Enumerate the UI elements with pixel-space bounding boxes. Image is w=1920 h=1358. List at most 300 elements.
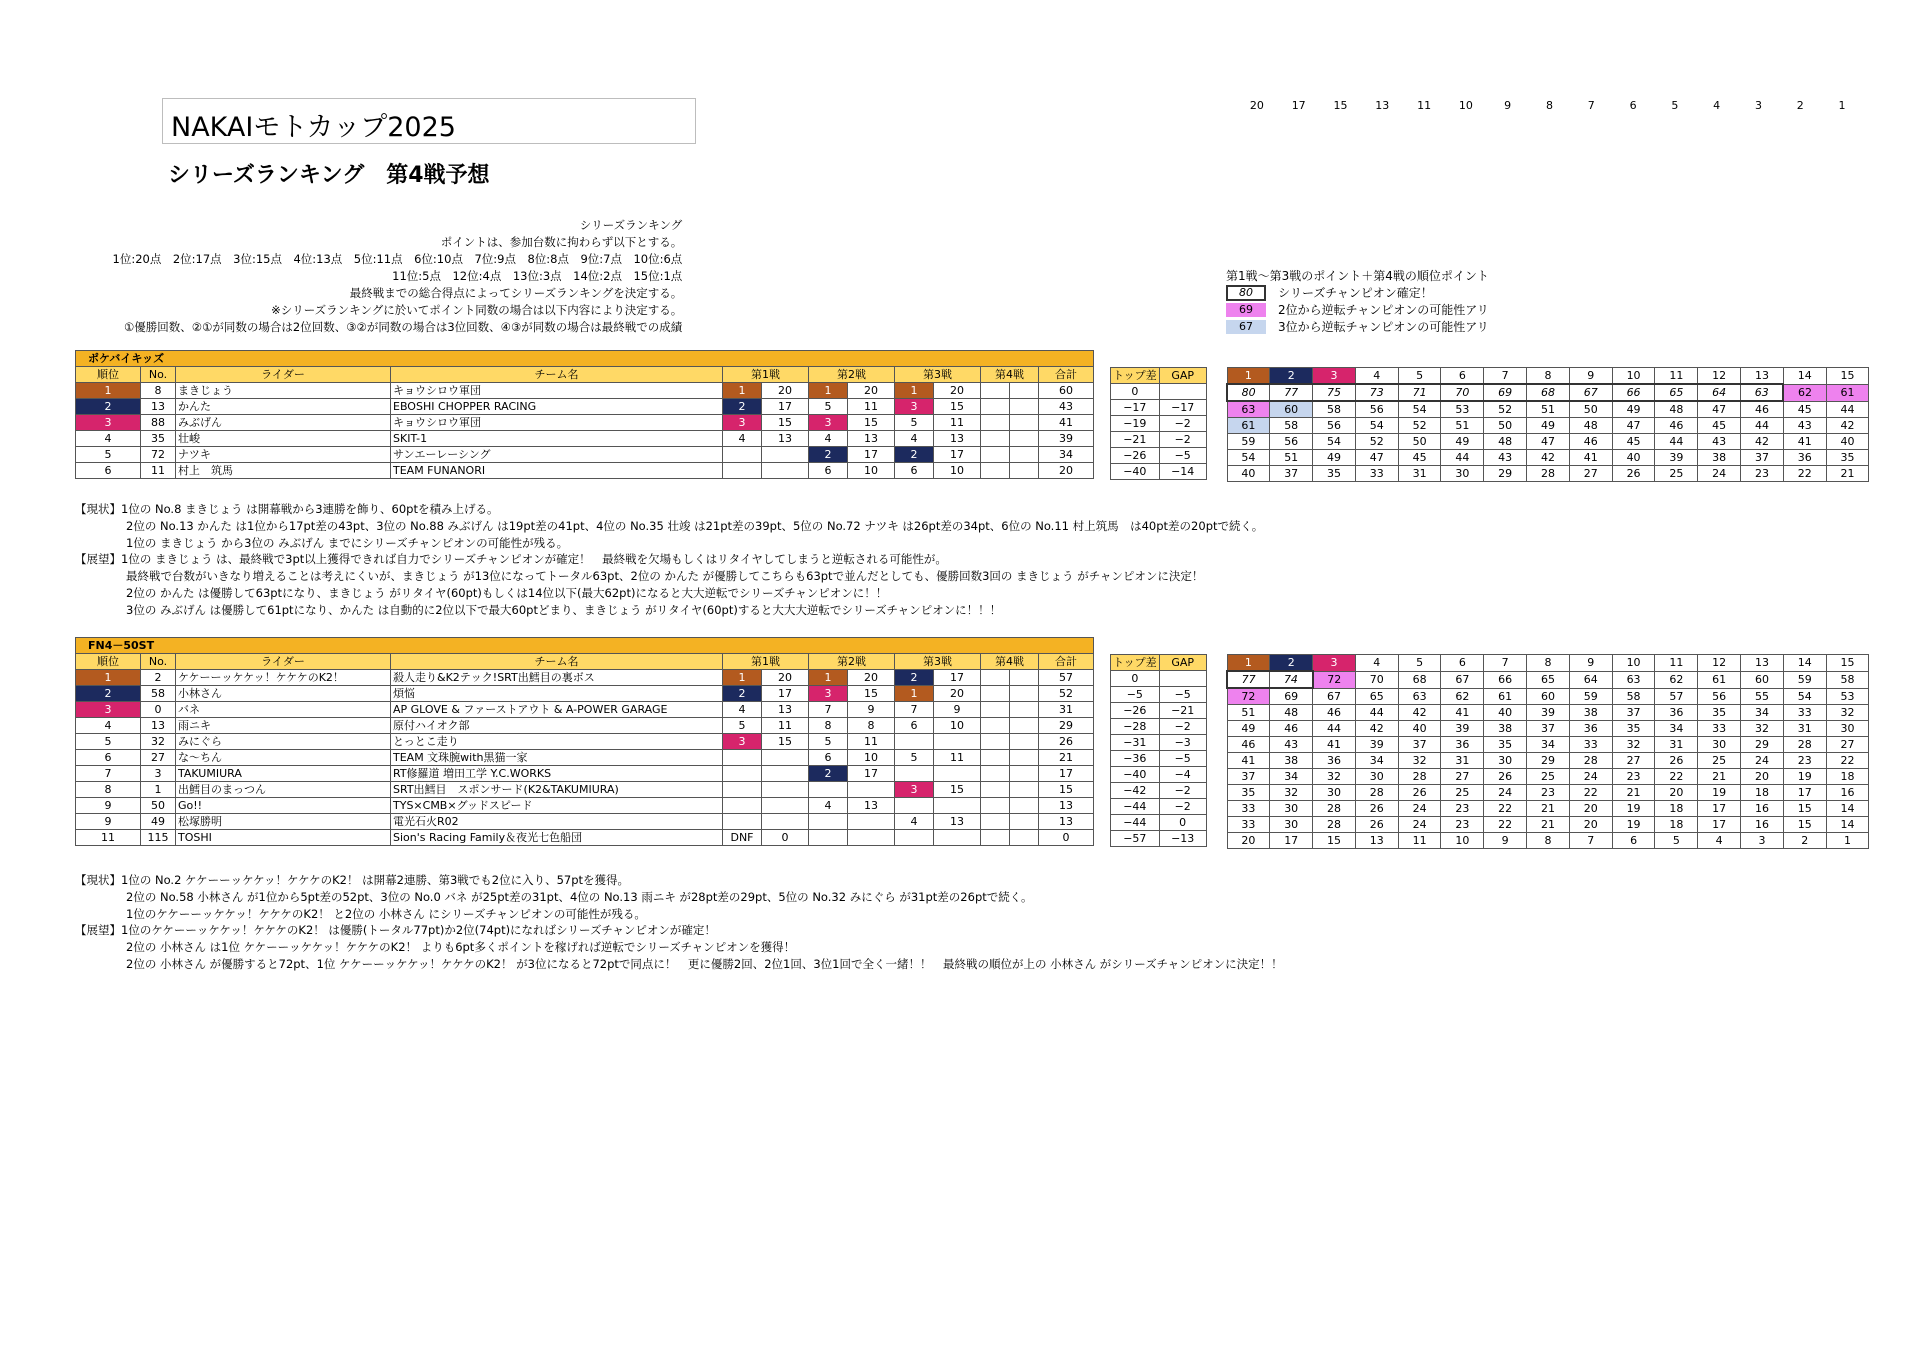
category-name: ポケバイキッズ [76,351,1094,367]
team-cell: SRT出鱈目 スポンサード(K2&TAKUMIURA) [391,782,723,798]
table-row [76,830,1094,846]
rider-cell: 村上 筑馬 [176,463,391,479]
projection-header-cell: 12 [1698,368,1741,385]
projection-cell: 26 [1355,817,1398,833]
r2-position-cell: 1 [809,383,848,399]
projection-header-cell: 12 [1698,655,1741,672]
rider-cell: かんた [176,399,391,415]
projection-cell: 47 [1355,450,1398,466]
projection-cell: 24 [1569,769,1612,785]
r1-points-cell [762,782,809,798]
r1-position-cell: 1 [723,670,762,686]
projection-cell: 36 [1783,450,1826,466]
r1-points-cell: 20 [762,670,809,686]
rider-cell: みにぐら [176,734,391,750]
projection-cell: 23 [1741,466,1784,482]
projection-cell: 52 [1484,401,1527,418]
projection-cell: 55 [1741,688,1784,705]
projection-cell: 39 [1527,705,1570,721]
topgap-cell: −40 [1111,464,1160,480]
points-scale-value: 20 [1249,99,1264,112]
number-cell: 11 [141,463,176,479]
projection-cell: 37 [1527,721,1570,737]
r4-position-cell [981,670,1010,686]
gap-row [1111,767,1207,783]
projection-cell: 54 [1227,450,1270,466]
number-cell: 1 [141,782,176,798]
r4-points-cell [1010,686,1039,702]
r3-points-cell [934,766,981,782]
projection-cell: 20 [1569,801,1612,817]
gap-table-fn4 [1110,654,1207,847]
gap-table [1110,654,1207,847]
total-cell: 34 [1039,447,1094,463]
topgap-cell: −42 [1111,783,1160,799]
team-cell: 原付ハイオク部 [391,718,723,734]
legend-swatch-third: 67 [1226,320,1266,334]
projection-cell: 35 [1227,785,1270,801]
projection-cell: 72 [1313,671,1356,688]
rider-cell: ケケーーッケケッ！ケケケのK2！ [176,670,391,686]
r4-position-cell [981,399,1010,415]
note-line: 最終戦で台数がいきなり増えることは考えにくいが、まきじょう が13位になってトータル63pt、2位の かんた が優勝してこちらも63ptで並んだとしても、優勝回数3回の まきじょう がチャンピオンに決定！ [126,569,1204,584]
points-scale-value: 2 [1796,99,1804,112]
projection-cell: 52 [1398,418,1441,434]
projection-cell: 46 [1569,434,1612,450]
r2-position-cell [809,814,848,830]
projection-cell: 29 [1527,753,1570,769]
projection-cell: 47 [1698,401,1741,418]
r3-position-cell: 1 [895,383,934,399]
projection-cell: 46 [1741,401,1784,418]
r4-position-cell [981,686,1010,702]
note-line: 【現状】1位の No.2 ケケーーッケケッ！ケケケのK2！ は開幕2連勝、第3戦でも2位に入り、57ptを獲得。 [75,873,630,887]
projection-cell: 66 [1484,671,1527,688]
points-scale-value: 11 [1417,99,1432,112]
projection-cell: 39 [1441,721,1484,737]
r2-points-cell: 8 [848,718,895,734]
projection-cell: 45 [1398,450,1441,466]
projection-cell: 32 [1826,705,1869,721]
r2-position-cell: 4 [809,798,848,814]
gap-row [1111,400,1207,416]
note-line: 3位の みぶげん は優勝して61ptになり、かんた は自動的に2位以下で最大60ptどまり、まきじょう がリタイヤ(60pt)すると大大大逆転でシリーズチャンピオンに！！！ [126,602,1002,617]
projection-cell: 68 [1398,671,1441,688]
points-scale-value: 6 [1629,99,1637,112]
projection-cell: 44 [1655,434,1698,450]
gap-cell: −3 [1159,735,1206,751]
projection-cell: 35 [1698,705,1741,721]
note-line: 【展望】1位のケケーーッケケッ！ケケケのK2！ は優勝(トータル77pt)か2位(74pt)になればシリーズチャンピオンが確定！ [75,923,716,938]
topgap-cell: −31 [1111,735,1160,751]
projection-cell: 49 [1612,401,1655,418]
projection-cell: 3 [1741,833,1784,849]
gap-cell: −13 [1159,831,1206,847]
header-topgap: トップ差 [1111,368,1160,384]
r4-position-cell [981,463,1010,479]
projection-cell: 7 [1569,833,1612,849]
projection-cell: 44 [1313,721,1356,737]
projection-cell: 25 [1698,753,1741,769]
projection-cell: 30 [1826,721,1869,737]
team-cell: TYS×CMB×グッドスピード [391,798,723,814]
projection-cell: 28 [1355,785,1398,801]
projection-row [1227,817,1869,833]
projection-cell: 45 [1612,434,1655,450]
r2-points-cell [848,814,895,830]
projection-cell: 53 [1826,688,1869,705]
projection-cell: 50 [1569,401,1612,418]
projection-cell: 19 [1783,769,1826,785]
points-scale-value: 13 [1375,99,1390,112]
projection-cell: 10 [1441,833,1484,849]
projection-cell: 60 [1270,401,1313,418]
rank-cell: 9 [76,814,141,830]
projection-header-cell: 5 [1398,655,1441,672]
table-row [76,718,1094,734]
gap-row [1111,783,1207,799]
note-line: 1位のケケーーッケケッ！ケケケのK2！ と2位の 小林さん にシリーズチャンピオンの可能性が残る。 [126,906,646,921]
r1-position-cell [723,750,762,766]
projection-cell: 8 [1527,833,1570,849]
topgap-cell: 0 [1111,384,1160,400]
projection-cell: 58 [1313,401,1356,418]
projection-cell: 59 [1227,434,1270,450]
projection-row [1227,401,1869,418]
legend-label: シリーズチャンピオン確定！ [1278,286,1433,300]
r1-points-cell: 11 [762,718,809,734]
projection-cell: 43 [1783,418,1826,434]
r2-position-cell: 3 [809,686,848,702]
projection-cell: 48 [1569,418,1612,434]
projection-cell: 41 [1569,450,1612,466]
projection-row [1227,671,1869,688]
header-row [76,367,1094,383]
r4-points-cell [1010,447,1039,463]
projection-cell: 21 [1612,785,1655,801]
rank-cell: 4 [76,431,141,447]
projection-cell: 20 [1227,833,1270,849]
header-no: No. [141,654,176,670]
projection-header-cell: 15 [1826,655,1869,672]
projection-row [1227,769,1869,785]
projection-cell: 18 [1655,801,1698,817]
projection-cell: 65 [1527,671,1570,688]
total-cell: 13 [1039,798,1094,814]
total-cell: 39 [1039,431,1094,447]
projection-cell: 33 [1227,801,1270,817]
projection-header-cell: 1 [1227,655,1270,672]
table-row [76,670,1094,686]
projection-cell: 32 [1398,753,1441,769]
gap-cell: −21 [1159,703,1206,719]
projection-cell: 39 [1655,450,1698,466]
r4-points-cell [1010,782,1039,798]
note-line: 2位の No.58 小林さん が1位から5pt差の52pt、3位の No.0 バネ が25pt差の31pt、4位の No.13 雨ニキ が28pt差の29pt、5位の No.32 みにぐら が31pt差の26ptで続く。 [126,889,1033,904]
number-cell: 2 [141,670,176,686]
gap-row [1111,671,1207,687]
topgap-cell: −17 [1111,400,1160,416]
projection-header-cell: 4 [1355,368,1398,385]
projection-row [1227,785,1869,801]
r2-points-cell [848,782,895,798]
r3-points-cell: 20 [934,686,981,702]
r1-position-cell: 5 [723,718,762,734]
number-cell: 13 [141,718,176,734]
projection-cell: 63 [1741,384,1784,401]
projection-cell: 28 [1313,801,1356,817]
rules-block [78,217,682,336]
number-cell: 13 [141,399,176,415]
rules-line: ポイントは、参加台数に拘わらず以下とする。 [429,235,683,249]
projection-cell: 22 [1655,769,1698,785]
r4-position-cell [981,814,1010,830]
r3-position-cell [895,734,934,750]
projection-cell: 17 [1698,817,1741,833]
r1-position-cell [723,463,762,479]
projection-cell: 20 [1741,769,1784,785]
number-cell: 32 [141,734,176,750]
gap-table-pokebike [1110,367,1207,480]
legend-label: 3位から逆転チャンピオンの可能性アリ [1278,320,1489,334]
gap-cell: −5 [1159,448,1206,464]
r3-points-cell: 11 [934,750,981,766]
r1-points-cell: 15 [762,734,809,750]
r2-position-cell: 8 [809,718,848,734]
projection-cell: 58 [1270,418,1313,434]
r4-position-cell [981,750,1010,766]
table-row [76,686,1094,702]
topgap-cell: −44 [1111,799,1160,815]
legend-title: 第1戦～第3戦のポイント＋第4戦の順位ポイント [1226,269,1489,283]
projection-cell: 16 [1741,801,1784,817]
projection-cell: 22 [1484,817,1527,833]
r4-position-cell [981,766,1010,782]
r3-position-cell: 5 [895,750,934,766]
projection-cell: 34 [1527,737,1570,753]
projection-header-cell: 7 [1484,655,1527,672]
points-scale-row [1236,99,1863,112]
projection-cell: 33 [1227,817,1270,833]
projection-cell: 25 [1441,785,1484,801]
r3-position-cell: 3 [895,399,934,415]
team-cell: 殺人走り&K2テック!SRT出鱈目の裏ボス [391,670,723,686]
header-r2: 第2戦 [809,367,895,383]
r1-points-cell: 0 [762,830,809,846]
number-cell: 72 [141,447,176,463]
legend-swatch-second: 69 [1226,303,1266,317]
note-line: 2位の No.13 かんた は1位から17pt差の43pt、3位の No.88 みぶげん は19pt差の41pt、4位の No.35 壮竣 は21pt差の39pt、5位の No.72 ナツキ は26pt差の34pt、6位の No.11 村上筑馬 は40pt差の20ptで続く。 [126,518,1264,533]
table-row [76,431,1094,447]
projection-cell: 44 [1741,418,1784,434]
projection-cell: 27 [1826,737,1869,753]
projection-cell: 42 [1398,705,1441,721]
header-team: チーム名 [391,367,723,383]
header-row [76,654,1094,670]
projection-cell: 21 [1527,817,1570,833]
projection-cell: 65 [1655,384,1698,401]
projection-header-cell: 10 [1612,368,1655,385]
projection-cell: 27 [1441,769,1484,785]
projection-cell: 44 [1355,705,1398,721]
r3-position-cell: 2 [895,447,934,463]
projection-cell: 58 [1612,688,1655,705]
projection-cell: 31 [1655,737,1698,753]
header-r4: 第4戦 [981,367,1039,383]
gap-cell: 0 [1159,815,1206,831]
gap-row [1111,831,1207,847]
r4-position-cell [981,718,1010,734]
total-cell: 17 [1039,766,1094,782]
projection-table [1226,654,1869,849]
r4-points-cell [1010,718,1039,734]
points-scale-value: 3 [1754,99,1762,112]
projection-row [1227,801,1869,817]
projection-cell: 24 [1484,785,1527,801]
projection-cell: 38 [1569,705,1612,721]
team-cell: キョウシロウ軍団 [391,415,723,431]
projection-header-cell: 13 [1741,655,1784,672]
team-cell: キョウシロウ軍団 [391,383,723,399]
category-row [76,638,1094,654]
page-subtitle: シリーズランキング 第4戦予想 [168,163,490,188]
projection-row [1227,833,1869,849]
table-row [76,814,1094,830]
r2-position-cell: 6 [809,750,848,766]
rank-cell: 1 [76,383,141,399]
r4-points-cell [1010,734,1039,750]
rank-cell: 2 [76,399,141,415]
number-cell: 49 [141,814,176,830]
r2-points-cell: 20 [848,383,895,399]
r2-position-cell: 5 [809,399,848,415]
note-line: 2位の 小林さん が優勝すると72pt、1位 ケケーーッケケッ！ケケケのK2！ が3位になると72ptで同点に！ 更に優勝2回、2位1回、3位1回で全く一緒！！ 最終戦の順位が上の 小林さん がシリーズチャンピオンに決定！！ [126,956,1283,971]
total-cell: 21 [1039,750,1094,766]
projection-cell: 36 [1313,753,1356,769]
projection-cell: 26 [1655,753,1698,769]
gap-cell: −2 [1159,719,1206,735]
header-rider: ライダー [176,367,391,383]
projection-cell: 23 [1783,753,1826,769]
projection-cell: 42 [1527,450,1570,466]
projection-header-cell: 1 [1227,368,1270,385]
header-rider: ライダー [176,654,391,670]
r2-points-cell: 11 [848,399,895,415]
projection-cell: 54 [1398,401,1441,418]
projection-cell: 40 [1484,705,1527,721]
projection-header-cell: 5 [1398,368,1441,385]
projection-cell: 33 [1355,466,1398,482]
r2-position-cell: 6 [809,463,848,479]
projection-cell: 17 [1698,801,1741,817]
projection-cell: 29 [1741,737,1784,753]
r2-points-cell: 15 [848,415,895,431]
projection-cell: 23 [1441,817,1484,833]
r2-points-cell: 20 [848,670,895,686]
r3-points-cell: 17 [934,670,981,686]
projection-cell: 46 [1655,418,1698,434]
projection-cell: 42 [1355,721,1398,737]
r1-position-cell: 1 [723,383,762,399]
topgap-cell: −36 [1111,751,1160,767]
projection-cell: 31 [1398,466,1441,482]
projection-cell: 50 [1484,418,1527,434]
r1-points-cell [762,750,809,766]
r4-position-cell [981,415,1010,431]
projection-cell: 38 [1270,753,1313,769]
rider-cell: ナツキ [176,447,391,463]
r1-points-cell [762,814,809,830]
projection-cell: 23 [1612,769,1655,785]
projection-cell: 25 [1655,466,1698,482]
projection-cell: 67 [1313,688,1356,705]
number-cell: 88 [141,415,176,431]
projection-cell: 9 [1484,833,1527,849]
team-cell: TEAM 文珠腕with黒猫一家 [391,750,723,766]
r4-position-cell [981,782,1010,798]
projection-cell: 19 [1698,785,1741,801]
rank-cell: 11 [76,830,141,846]
projection-cell: 70 [1355,671,1398,688]
r3-points-cell: 13 [934,431,981,447]
team-cell: RT修羅道 増田工学 Y.C.WORKS [391,766,723,782]
header-r2: 第2戦 [809,654,895,670]
gap-header-row [1111,655,1207,671]
r4-position-cell [981,734,1010,750]
projection-cell: 45 [1698,418,1741,434]
projection-cell: 49 [1527,418,1570,434]
table-row [76,399,1094,415]
projection-cell: 30 [1355,769,1398,785]
projection-cell: 59 [1783,671,1826,688]
projection-cell: 48 [1655,401,1698,418]
r3-points-cell: 10 [934,463,981,479]
r4-position-cell [981,798,1010,814]
table-row [76,750,1094,766]
projection-cell: 26 [1398,785,1441,801]
projection-cell: 6 [1612,833,1655,849]
projection-cell: 68 [1527,384,1570,401]
projection-header-row [1227,368,1869,385]
rules-line: 最終戦までの総合得点によってシリーズランキングを決定する。 [338,286,683,300]
projection-row [1227,737,1869,753]
r1-points-cell: 17 [762,686,809,702]
r3-position-cell [895,766,934,782]
projection-header-cell: 9 [1569,368,1612,385]
projection-cell: 36 [1655,705,1698,721]
projection-cell: 40 [1826,434,1869,450]
rider-cell: な～ちん [176,750,391,766]
projection-cell: 56 [1698,688,1741,705]
gap-cell: −5 [1159,687,1206,703]
number-cell: 115 [141,830,176,846]
header-gap: GAP [1159,655,1206,671]
r2-position-cell: 2 [809,447,848,463]
gap-cell: −2 [1159,783,1206,799]
projection-cell: 20 [1655,785,1698,801]
projection-cell: 1 [1826,833,1869,849]
number-cell: 3 [141,766,176,782]
table-row [76,415,1094,431]
projection-cell: 34 [1741,705,1784,721]
header-rank: 順位 [76,367,141,383]
note-line: 【展望】1位の まきじょう は、最終戦で3pt以上獲得できれば自力でシリーズチャンピオンが確定！ 最終戦を欠場もしくはリタイヤしてしまうと逆転される可能性が。 [75,552,947,567]
projection-cell: 16 [1741,817,1784,833]
r4-position-cell [981,830,1010,846]
r4-points-cell [1010,766,1039,782]
header-gap: GAP [1159,368,1206,384]
r2-points-cell: 17 [848,766,895,782]
